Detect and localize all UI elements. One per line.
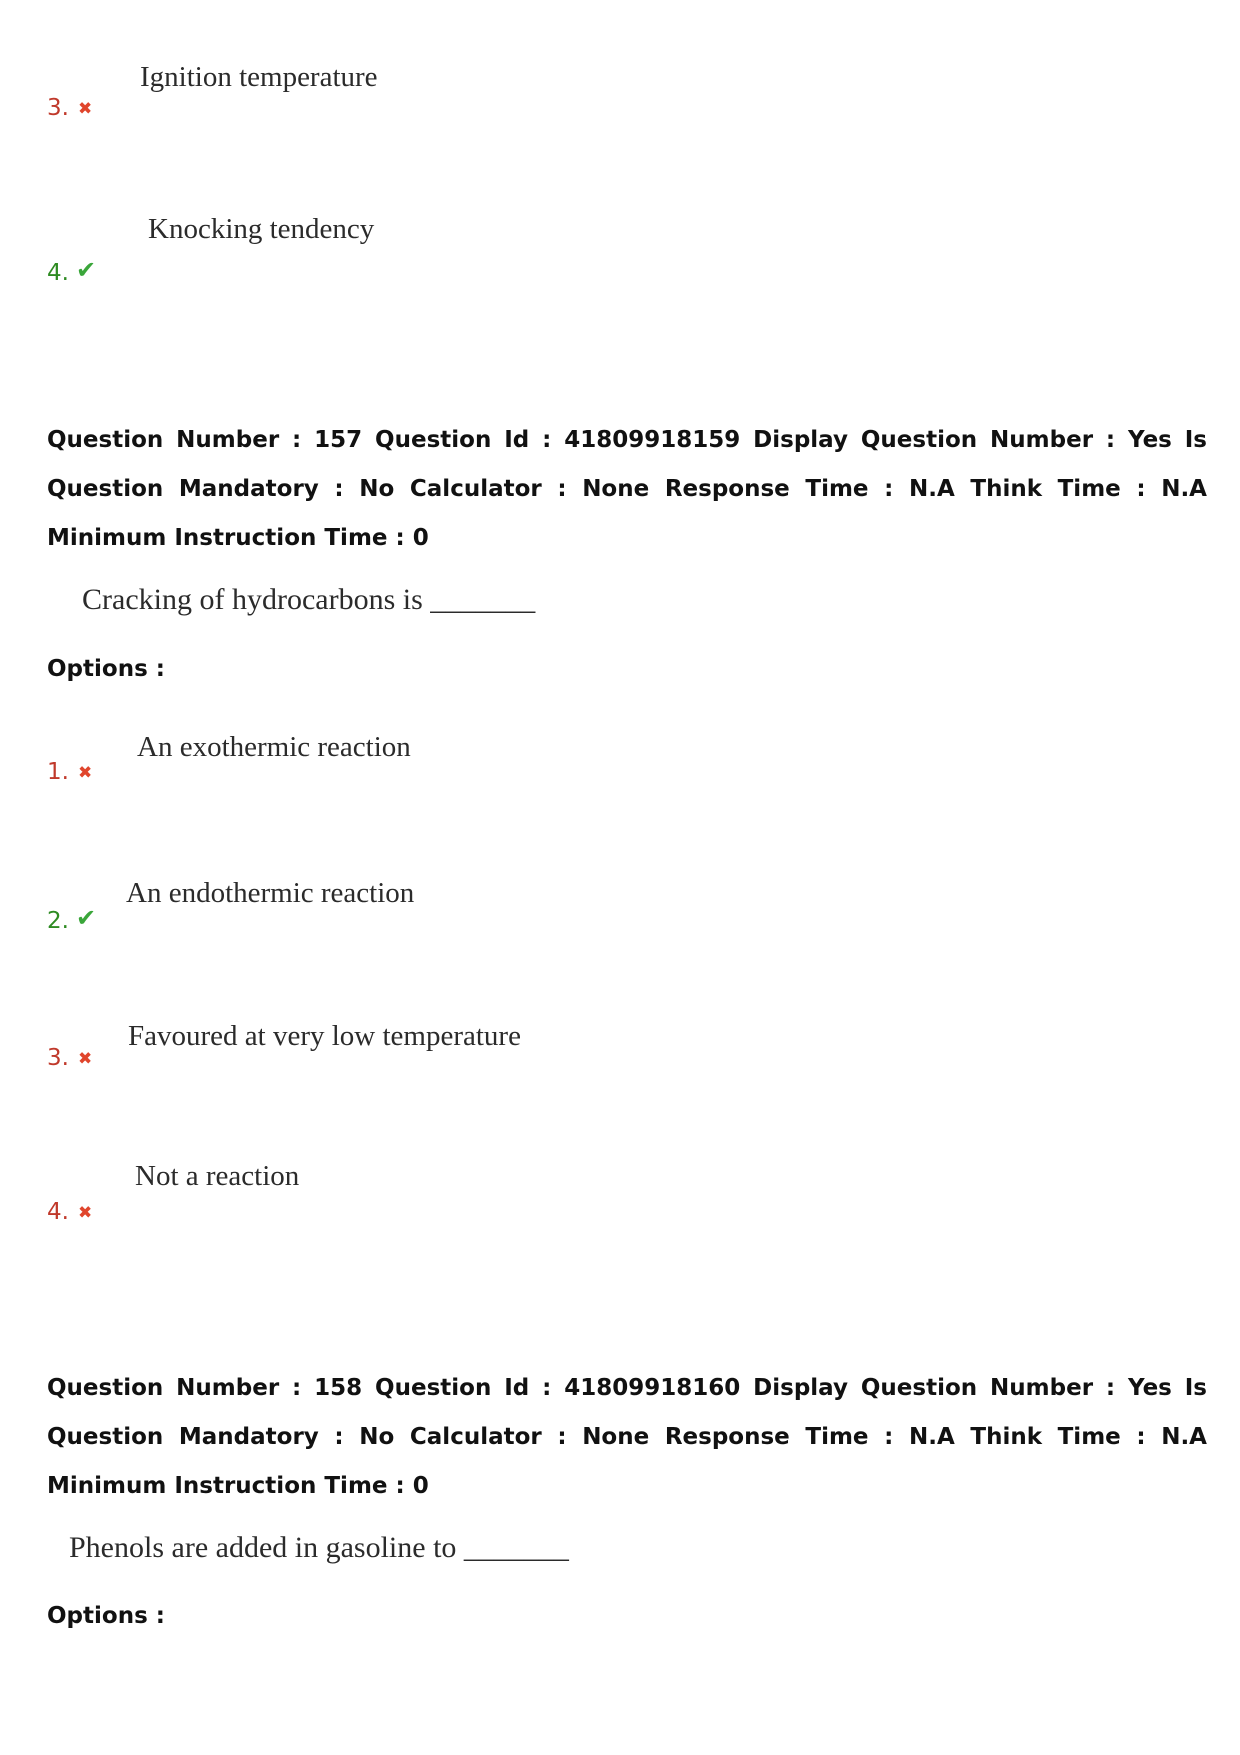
check-icon: ✔ xyxy=(76,256,97,284)
option-item xyxy=(0,725,1240,845)
option-number: 2. xyxy=(47,908,69,934)
cross-icon: ✖ xyxy=(78,1203,93,1223)
option-item xyxy=(0,871,1240,991)
option-item xyxy=(0,205,1240,325)
option-text: An endothermic reaction xyxy=(126,877,415,909)
question-text: Cracking of hydrocarbons is _______ xyxy=(82,583,536,616)
option-text: An exothermic reaction xyxy=(137,731,411,763)
option-number: 4. xyxy=(47,1199,69,1225)
option-text: Favoured at very low temperature xyxy=(128,1020,521,1052)
option-text: Knocking tendency xyxy=(148,213,375,245)
option-number: 3. xyxy=(47,95,69,121)
cross-icon: ✖ xyxy=(78,1049,93,1069)
option-item xyxy=(0,55,1240,175)
option-number: 3. xyxy=(47,1045,69,1071)
option-item xyxy=(0,1154,1240,1274)
cross-icon: ✖ xyxy=(78,99,93,119)
options-label: Options : xyxy=(47,1603,165,1629)
option-item xyxy=(0,1013,1240,1133)
question-text: Phenols are added in gasoline to _______ xyxy=(69,1531,569,1564)
option-number: 1. xyxy=(47,759,69,785)
option-number: 4. xyxy=(47,260,69,286)
option-text: Not a reaction xyxy=(135,1160,300,1192)
question-metadata: Question Number : 157 Question Id : 41809918159 Display Question Number : Yes Is Question Mandatory : No Calculator : None Response Time : N.A Think Time : N.A Minimum Instruction Time : 0 xyxy=(47,427,1207,551)
question-metadata: Question Number : 158 Question Id : 41809918160 Display Question Number : Yes Is Question Mandatory : No Calculator : None Response Time : N.A Think Time : N.A Minimum Instruction Time : 0 xyxy=(47,1375,1207,1499)
cross-icon: ✖ xyxy=(78,763,93,783)
check-icon: ✔ xyxy=(76,904,97,932)
options-label: Options : xyxy=(47,656,165,682)
option-text: Ignition temperature xyxy=(140,61,378,93)
